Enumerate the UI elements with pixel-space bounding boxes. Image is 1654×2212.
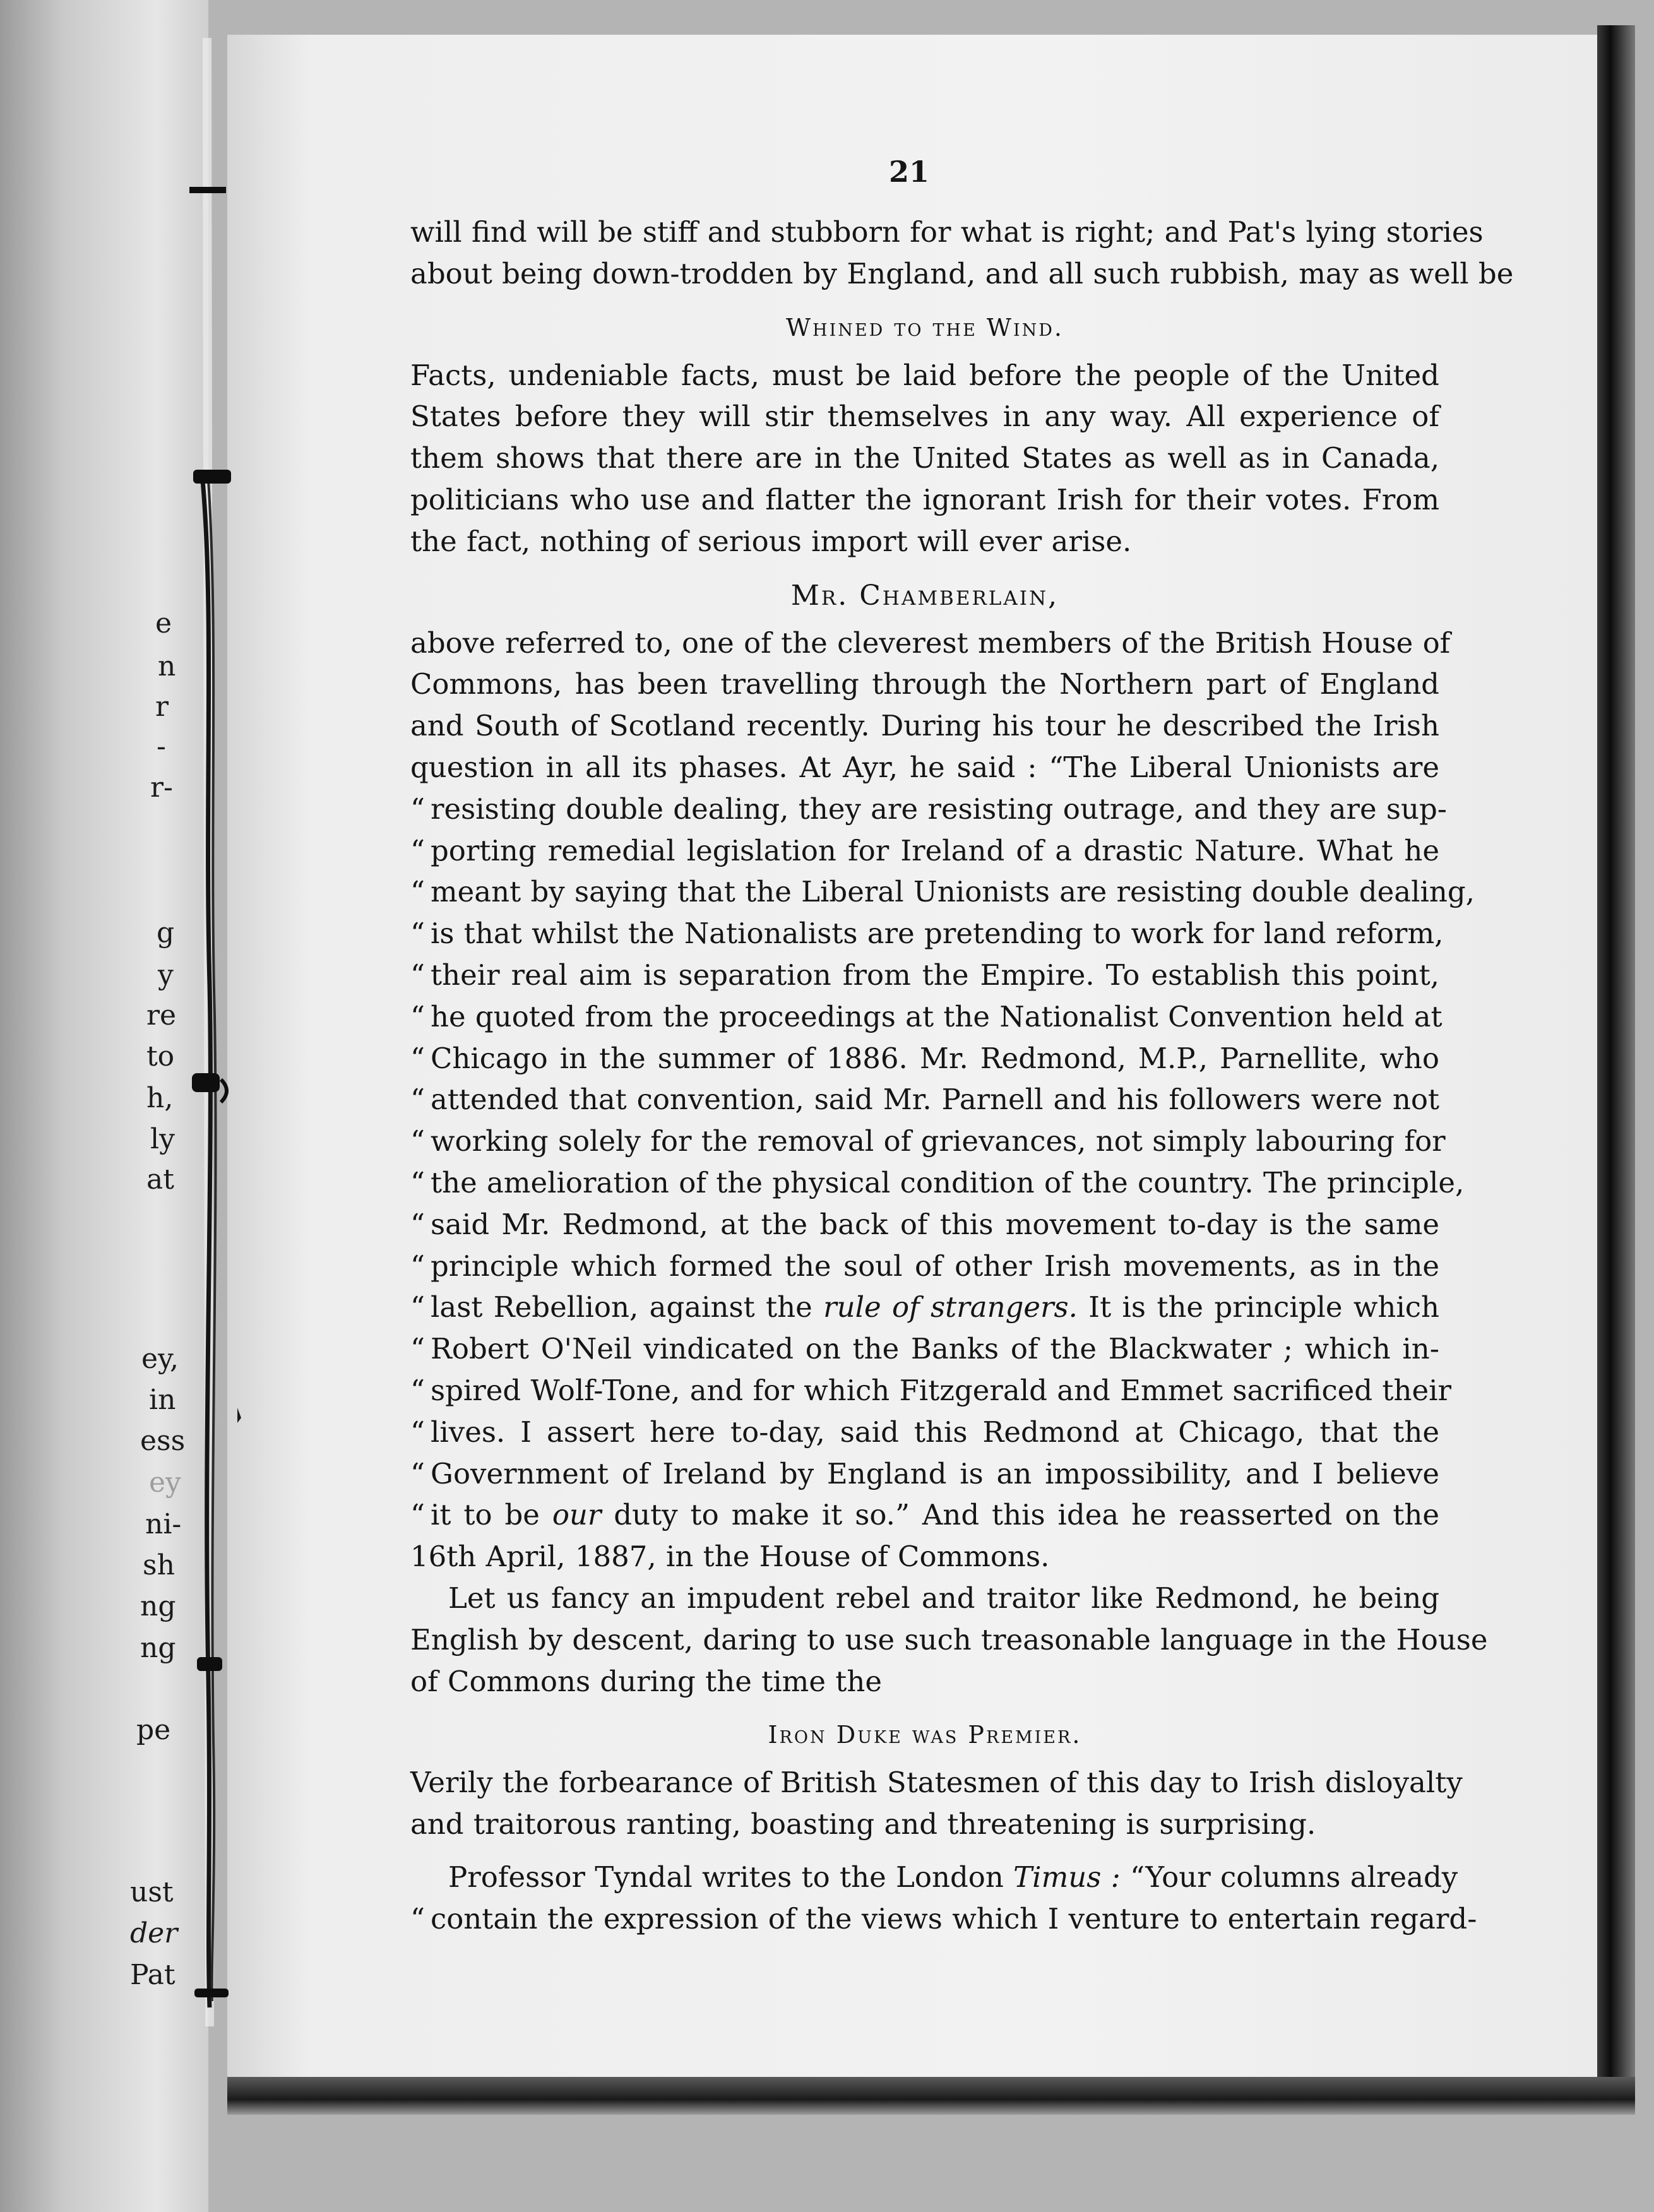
left-fragment: der [130, 1917, 178, 1949]
quote-line [410, 871, 1475, 913]
text-line: English by descent, daring to use such treasonable language in the House [410, 1622, 1488, 1656]
left-fragment: ly [150, 1123, 175, 1155]
text-line: Let us fancy an impudent rebel and traitor like Redmond, he being [448, 1581, 1439, 1615]
quote-mark: “ [410, 1207, 425, 1241]
quote-line [410, 1370, 1451, 1412]
quote-mark: “ [410, 1124, 425, 1158]
quote-mark: “ [410, 1901, 425, 1936]
quote-text: Chicago in the summer of 1886. Mr. Redmond, M.P., Parnellite, who [431, 1041, 1439, 1075]
text-line: about being down-trodden by England, and all such rubbish, may as well be [410, 256, 1514, 290]
quote-mark: “ [410, 875, 425, 909]
page-text [410, 211, 1514, 1939]
quote-text: principle which formed the soul of other Irish movements, as in the [431, 1249, 1439, 1283]
left-fragment: to [146, 1040, 175, 1073]
line-text: Professor Tyndal writes to the London [448, 1860, 1014, 1894]
text-line: Facts, undeniable facts, must be laid before the people of the United [410, 358, 1439, 392]
left-fragment: sh [143, 1549, 175, 1581]
text-line: politicians who use and flatter the ignorant Irish for their votes. From [410, 482, 1439, 516]
quote-text: it to be [431, 1498, 552, 1532]
quote-mark: “ [410, 958, 425, 992]
quote-mark: “ [410, 1332, 425, 1366]
quote-mark: “ [410, 1165, 425, 1199]
quote-text: their real aim is separation from the Empire. To establish this point, [431, 958, 1439, 992]
text-line: States before they will stir themselves in any way. All experience of [410, 400, 1439, 434]
text-line [410, 1857, 1458, 1898]
left-fragment: r- [150, 771, 173, 804]
quote-line [410, 1246, 1439, 1287]
quote-line [410, 1079, 1439, 1121]
quote-text: the amelioration of the physical condition of the country. The principle, [431, 1165, 1465, 1199]
quote-line [410, 1162, 1465, 1204]
page-bottom-edge [227, 2077, 1635, 2115]
text-line: the fact, nothing of serious import will ever arise. [410, 524, 1132, 558]
left-fragment: h, [146, 1082, 174, 1114]
text-line: them shows that there are in the United States as well as in Canada, [410, 441, 1439, 475]
quote-mark: “ [410, 1083, 425, 1117]
quote-line [410, 1412, 1439, 1453]
quote-mark: “ [410, 792, 425, 826]
text-line: 16th April, 1887, in the House of Commons. [410, 1540, 1050, 1574]
quote-line [410, 1121, 1446, 1162]
left-fragment: ng [140, 1590, 176, 1622]
binding-stitching [177, 38, 253, 2026]
text-line: and traitorous ranting, boasting and threatening is surprising. [410, 1807, 1316, 1841]
quote-text: he quoted from the proceedings at the Nationalist Convention held at [431, 999, 1443, 1033]
quote-mark: “ [410, 999, 425, 1033]
quote-text: duty to make it so.” And this idea he reasserted on the [601, 1498, 1439, 1532]
text-line: will find will be stiff and stubborn for what is right; and Pat's lying stories [410, 215, 1484, 249]
quote-line [410, 788, 1447, 830]
left-fragment: in [149, 1384, 176, 1416]
quote-mark: “ [410, 1456, 425, 1490]
quote-line [410, 1287, 1439, 1328]
quote-text: It is the principle which [1077, 1290, 1439, 1324]
left-fragment: pe [136, 1714, 171, 1746]
left-fragment: ust [130, 1876, 174, 1908]
quote-text: attended that convention, said Mr. Parnell and his followers were not [431, 1083, 1439, 1117]
quote-line [410, 954, 1439, 996]
quote-text: last Rebellion, against the [431, 1290, 824, 1324]
section-heading-iron-duke: Iron Duke was Premier. [768, 1721, 1082, 1749]
quote-text: lives. I assert here to-day, said this Redmond at Chicago, that the [431, 1415, 1439, 1449]
section-heading-chamberlain: Mr. Chamberlain, [790, 579, 1059, 612]
left-fragment: re [146, 999, 177, 1032]
quote-line [410, 996, 1443, 1038]
left-fragment: at [146, 1163, 174, 1196]
text-line: Verily the forbearance of British Statesmen of this day to Irish disloyalty [410, 1766, 1463, 1800]
quote-text: said Mr. Redmond, at the back of this movement to-day is the same [431, 1207, 1439, 1241]
text-line: and South of Scotland recently. During his tour he described the Irish [410, 709, 1439, 743]
quote-mark: “ [410, 1041, 425, 1075]
line-text: “Your columns already [1120, 1860, 1458, 1894]
quote-line [410, 1453, 1439, 1495]
text-line: above referred to, one of the cleverest members of the British House of [410, 626, 1451, 660]
left-fragment: e [155, 607, 172, 639]
left-fragment: y [158, 959, 174, 991]
quote-text: is that whilst the Nationalists are pretending to work for land reform, [431, 917, 1444, 951]
quote-text: Government of Ireland by England is an impossibility, and I believe [431, 1456, 1439, 1490]
quote-text: Robert O'Neil vindicated on the Banks of the Blackwater ; which in- [431, 1332, 1439, 1366]
quote-mark: “ [410, 1290, 425, 1324]
quote-mark: “ [410, 1415, 425, 1449]
quote-mark: “ [410, 1249, 425, 1283]
left-fragment: ey, [141, 1343, 179, 1375]
emphasis-text: rule of strangers. [823, 1290, 1078, 1324]
emphasis-text: our [552, 1498, 602, 1532]
quote-line [410, 1328, 1439, 1370]
left-fragment: ess [140, 1425, 186, 1457]
left-fragment: r [155, 691, 169, 723]
quote-line [410, 1898, 1477, 1940]
quote-text: porting remedial legislation for Ireland of a drastic Nature. What he [431, 833, 1439, 867]
left-fragment: g [157, 917, 175, 949]
quote-text: spired Wolf-Tone, and for which Fitzgerald and Emmet sacrificed their [431, 1373, 1451, 1407]
emphasis-text: Timus : [1013, 1860, 1121, 1894]
page-edge-shadow [1597, 25, 1635, 2108]
left-fragment: ey [149, 1466, 181, 1499]
quote-line [410, 1494, 1439, 1536]
quote-mark: “ [410, 917, 425, 951]
text-line: of Commons during the time the [410, 1664, 882, 1698]
left-fragment: ng [140, 1632, 176, 1664]
text-line: question in all its phases. At Ayr, he said : “The Liberal Unionists are [410, 750, 1439, 784]
quote-mark: “ [410, 1373, 425, 1407]
left-fragment: ni- [145, 1508, 182, 1540]
quote-text: working solely for the removal of grievances, not simply labouring for [431, 1124, 1446, 1158]
left-fragment: - [157, 730, 166, 763]
quote-text: contain the expression of the views which I venture to entertain regard- [431, 1901, 1477, 1936]
quote-mark: “ [410, 833, 425, 867]
quote-mark: “ [410, 1498, 425, 1532]
page-number: 21 [888, 155, 929, 189]
left-fragment: n [158, 650, 176, 682]
quote-line [410, 1038, 1439, 1079]
text-line: Commons, has been travelling through the Northern part of England [410, 667, 1439, 701]
quote-line [410, 830, 1439, 872]
quote-text: resisting double dealing, they are resisting outrage, and they are sup- [431, 792, 1447, 826]
quote-text: meant by saying that the Liberal Unionists are resisting double dealing, [431, 875, 1475, 909]
section-heading-whined: Whined to the Wind. [786, 313, 1064, 342]
quote-line [410, 913, 1444, 954]
quote-line [410, 1204, 1439, 1246]
left-fragment: Pat [130, 1959, 176, 1991]
